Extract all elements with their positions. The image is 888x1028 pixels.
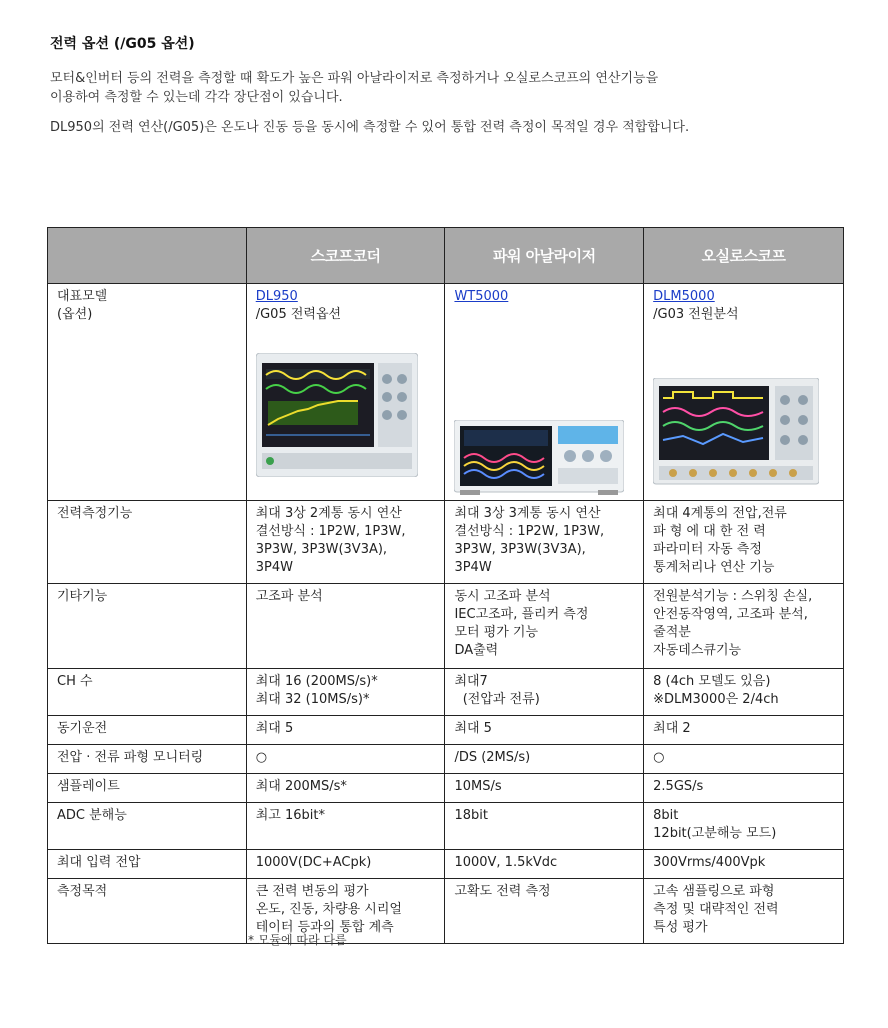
row-label: 기타기능 bbox=[48, 584, 247, 669]
header-scopecorder: 스코프코더 bbox=[246, 228, 445, 284]
model-cell-dlm5000 bbox=[644, 284, 844, 501]
row-label bbox=[48, 284, 247, 501]
table-cell: /DS (2MS/s) bbox=[445, 745, 644, 774]
row-label: 샘플레이트 bbox=[48, 774, 247, 803]
cell-line: 결선방식 : 1P2W, 1P3W, bbox=[454, 524, 605, 539]
table-cell bbox=[644, 584, 844, 669]
cell-line: (전압과 전류) bbox=[454, 692, 540, 707]
cell-line: 8bit bbox=[653, 808, 679, 823]
intro-section bbox=[50, 33, 850, 148]
cell-line: 고속 샘플링으로 파형 bbox=[653, 884, 775, 899]
comparison-table bbox=[47, 227, 844, 944]
table-cell: 10MS/s bbox=[445, 774, 644, 803]
cell-line: 온도, 진동, 차량용 시리얼 bbox=[255, 902, 402, 917]
table-cell: 300Vrms/400Vpk bbox=[644, 850, 844, 879]
wt5000-image bbox=[454, 368, 634, 496]
dl950-image bbox=[256, 349, 436, 477]
table-cell: 1000V(DC+ACpk) bbox=[246, 850, 445, 879]
cell-line: 3P4W bbox=[255, 560, 293, 575]
table-cell bbox=[246, 803, 445, 850]
table-cell bbox=[445, 501, 644, 584]
cell-line: 18bit bbox=[454, 808, 488, 823]
cell-line: 통계처리나 연산 기능 bbox=[653, 560, 775, 575]
intro-paragraph-1-line-2: 이용하여 측정할 수 있는데 각각 장단점이 있습니다. bbox=[50, 90, 343, 105]
section-title: 전력 옵션 (/G05 옵션) bbox=[50, 36, 195, 52]
wt5000-link[interactable]: WT5000 bbox=[454, 289, 509, 304]
intro-paragraph-1-line-1: 모터&인버터 등의 전력을 측정할 때 확도가 높은 파워 아날라이저로 측정하거나 오실로스코프의 연산기능을 bbox=[50, 71, 659, 86]
table-cell bbox=[246, 584, 445, 669]
cell-line: 테이터 등과의 통합 계측 bbox=[255, 920, 394, 935]
cell-line: 파라미터 자동 측정 bbox=[653, 542, 762, 557]
cell-line: 파 형 에 대 한 전 력 bbox=[653, 524, 766, 539]
table-row bbox=[48, 745, 844, 774]
table-row bbox=[48, 803, 844, 850]
header-power-analyzer: 파워 아날라이저 bbox=[445, 228, 644, 284]
dl950-link[interactable]: DL950 bbox=[255, 289, 298, 304]
table-cell bbox=[644, 803, 844, 850]
cell-line: 고확도 전력 측정 bbox=[454, 884, 551, 899]
row-label: CH 수 bbox=[48, 669, 247, 716]
cell-line: ※DLM3000은 2/4ch bbox=[653, 692, 779, 707]
cell-line: 전원분석기능 : 스위칭 손실, bbox=[653, 589, 813, 604]
intro-paragraph-1 bbox=[50, 69, 850, 107]
table-cell: 최대 2 bbox=[644, 716, 844, 745]
row-label: ADC 분해능 bbox=[48, 803, 247, 850]
table-cell: 최대 200MS/s* bbox=[246, 774, 445, 803]
cell-line: 최고 16bit* bbox=[255, 808, 325, 823]
table-cell: 1000V, 1.5kVdc bbox=[445, 850, 644, 879]
row-label: 동기운전 bbox=[48, 716, 247, 745]
table-cell bbox=[644, 501, 844, 584]
table-cell: ○ bbox=[644, 745, 844, 774]
cell-line: 최대 16 (200MS/s)* bbox=[255, 674, 378, 689]
row-label: 전압 · 전류 파형 모니터링 bbox=[48, 745, 247, 774]
table-cell: 최대 5 bbox=[445, 716, 644, 745]
table-row bbox=[48, 501, 844, 584]
model-row bbox=[48, 284, 844, 501]
dl950-option: /G05 전력옵션 bbox=[255, 307, 342, 322]
cell-line: 최대 3상 2계통 동시 연산 bbox=[255, 506, 402, 521]
cell-line: 고조파 분석 bbox=[255, 589, 323, 604]
cell-line: 최대7 bbox=[454, 674, 488, 689]
dlm5000-option: /G03 전원분석 bbox=[653, 307, 739, 322]
row-label: 측정목적 bbox=[48, 879, 247, 944]
table-cell bbox=[644, 669, 844, 716]
cell-line: 최대 3상 3계통 동시 연산 bbox=[454, 506, 601, 521]
cell-line: 3P3W, 3P3W(3V3A), bbox=[454, 542, 586, 557]
table-cell bbox=[246, 669, 445, 716]
cell-line: 줄적분 bbox=[653, 625, 691, 640]
row-label-line-1: 대표모델 bbox=[57, 289, 108, 304]
cell-line: 큰 전력 변동의 평가 bbox=[255, 884, 369, 899]
table-cell bbox=[644, 879, 844, 944]
table-cell: ○ bbox=[246, 745, 445, 774]
cell-line: 자동데스큐기능 bbox=[653, 643, 742, 658]
table-row bbox=[48, 584, 844, 669]
table-cell bbox=[445, 879, 644, 944]
table-cell bbox=[445, 669, 644, 716]
table-cell: 2.5GS/s bbox=[644, 774, 844, 803]
cell-line: 3P3W, 3P3W(3V3A), bbox=[255, 542, 388, 557]
cell-line: IEC고조파, 플리커 측정 bbox=[454, 607, 589, 622]
header-empty bbox=[48, 228, 247, 284]
table-cell bbox=[445, 584, 644, 669]
cell-line: 측정 및 대략적인 전력 bbox=[653, 902, 779, 917]
footnote: * 모듈에 따라 다름 bbox=[248, 933, 347, 947]
dlm5000-link[interactable]: DLM5000 bbox=[653, 289, 715, 304]
table-row bbox=[48, 850, 844, 879]
table-row bbox=[48, 716, 844, 745]
table-cell bbox=[246, 501, 445, 584]
model-cell-dl950 bbox=[246, 284, 445, 501]
model-cell-wt5000 bbox=[445, 284, 644, 501]
cell-line: 결선방식 : 1P2W, 1P3W, bbox=[255, 524, 406, 539]
table-row bbox=[48, 774, 844, 803]
intro-paragraph-2: DL950의 전력 연산(/G05)은 온도나 진동 등을 동시에 측정할 수 있어 통합 전력 측정이 목적일 경우 적합합니다. bbox=[50, 120, 690, 135]
header-oscilloscope: 오실로스코프 bbox=[644, 228, 844, 284]
cell-line: 최대 32 (10MS/s)* bbox=[255, 692, 370, 707]
table-cell: 최대 5 bbox=[246, 716, 445, 745]
cell-line: 특성 평가 bbox=[653, 920, 708, 935]
cell-line: 동시 고조파 분석 bbox=[454, 589, 551, 604]
row-label: 전력측정기능 bbox=[48, 501, 247, 584]
table-row bbox=[48, 879, 844, 944]
dlm5000-image bbox=[653, 358, 834, 486]
cell-line: DA출력 bbox=[454, 643, 499, 658]
cell-line: 12bit(고분해능 모드) bbox=[653, 826, 777, 841]
table-header-row bbox=[48, 228, 844, 284]
row-label: 최대 입력 전압 bbox=[48, 850, 247, 879]
table-cell bbox=[445, 803, 644, 850]
cell-line: 최대 4계통의 전압,전류 bbox=[653, 506, 787, 521]
cell-line: 안전동작영역, 고조파 분석, bbox=[653, 607, 808, 622]
cell-line: 모터 평가 기능 bbox=[454, 625, 539, 640]
cell-line: 3P4W bbox=[454, 560, 492, 575]
cell-line: 8 (4ch 모델도 있음) bbox=[653, 674, 771, 689]
table-row bbox=[48, 669, 844, 716]
row-label-line-2: (옵션) bbox=[57, 307, 93, 322]
